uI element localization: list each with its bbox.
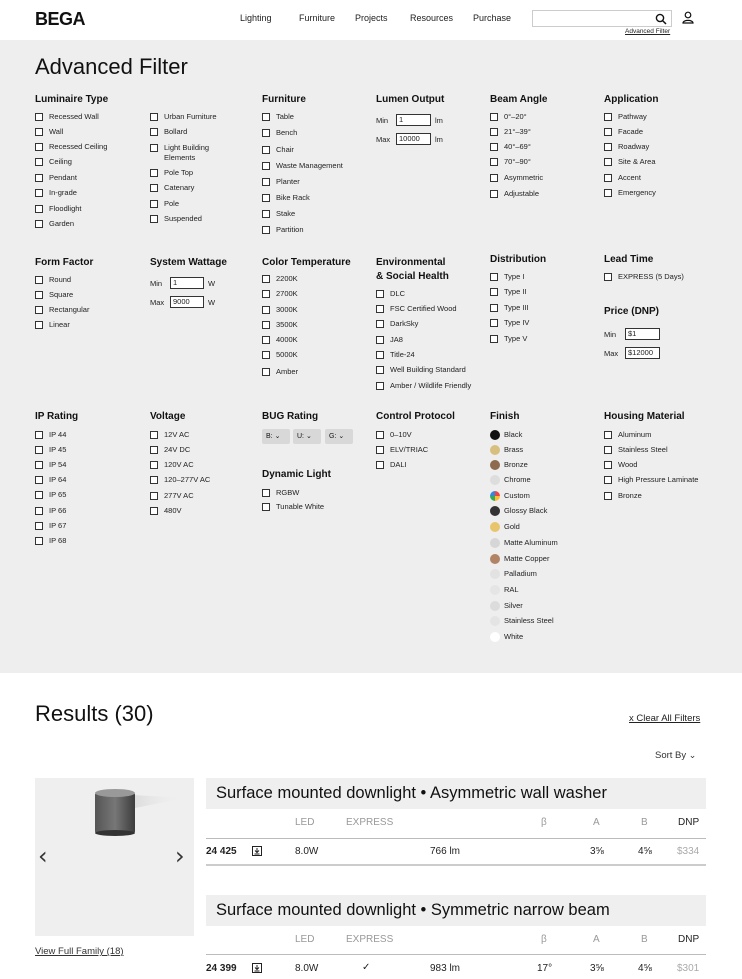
product-number[interactable]: 24 425	[206, 846, 237, 857]
nav-furniture[interactable]: Furniture	[299, 13, 336, 23]
swatch[interactable]	[490, 522, 500, 532]
search-input[interactable]	[532, 10, 672, 27]
checkbox[interactable]	[35, 491, 43, 499]
checkbox[interactable]	[262, 290, 270, 298]
checkbox[interactable]	[490, 143, 498, 151]
checkbox[interactable]	[490, 128, 498, 136]
checkbox[interactable]	[35, 189, 43, 197]
checkbox[interactable]	[262, 321, 270, 329]
advanced-filter-link[interactable]: Advanced Filter	[625, 28, 671, 35]
checkbox[interactable]	[376, 431, 384, 439]
chevron-left-icon[interactable]: ‹	[38, 842, 48, 870]
checkbox[interactable]	[150, 476, 158, 484]
checkbox[interactable]	[490, 319, 498, 327]
divider	[206, 954, 706, 955]
checkbox[interactable]	[262, 210, 270, 218]
chevron-right-icon[interactable]: ›	[175, 842, 185, 870]
checkbox[interactable]	[150, 184, 158, 192]
checkbox[interactable]	[35, 205, 43, 213]
checkbox[interactable]	[262, 489, 270, 497]
product-led: 8.0W	[295, 846, 319, 857]
checkbox[interactable]	[490, 158, 498, 166]
product-price: $334	[677, 846, 700, 857]
column-beta: β	[541, 817, 547, 828]
column-dnp: DNP	[678, 934, 700, 945]
filter-title: Advanced Filter	[35, 54, 188, 79]
checkbox[interactable]	[604, 461, 612, 469]
view-full-family-link[interactable]: View Full Family (18)	[35, 946, 124, 957]
column-b: B	[641, 817, 648, 828]
checkbox[interactable]	[262, 336, 270, 344]
checkbox[interactable]	[490, 288, 498, 296]
chevron-down-icon: ⌄	[305, 433, 312, 440]
checkbox[interactable]	[376, 366, 384, 374]
express-check-icon: ✓	[362, 962, 371, 973]
nav-resources[interactable]: Resources	[410, 13, 454, 23]
checkbox[interactable]	[150, 215, 158, 223]
checkbox[interactable]	[35, 276, 43, 284]
beam-angle-heading: Beam Angle	[490, 94, 548, 105]
swatch[interactable]	[490, 554, 500, 564]
lumen-min-input[interactable]: 1	[396, 114, 431, 126]
checkbox[interactable]	[150, 113, 158, 121]
product-price: $301	[677, 963, 700, 974]
checkbox[interactable]	[150, 200, 158, 208]
checkbox[interactable]	[376, 382, 384, 390]
luminaire-type-heading: Luminaire Type	[35, 94, 109, 105]
finish-heading: Finish	[490, 411, 520, 422]
product-title[interactable]: Surface mounted downlight • Symmetric narrow beam	[206, 895, 706, 926]
swatch[interactable]	[490, 445, 500, 455]
bug-g-select[interactable]: G: ⌄	[325, 429, 353, 444]
checkbox[interactable]	[150, 507, 158, 515]
swatch[interactable]	[490, 460, 500, 470]
checkbox[interactable]	[35, 522, 43, 530]
results-title: Results (30)	[35, 701, 154, 726]
checkbox[interactable]	[604, 143, 612, 151]
form-factor-heading: Form Factor	[35, 257, 94, 268]
swatch[interactable]	[490, 506, 500, 516]
checkbox[interactable]	[604, 476, 612, 484]
column-a: A	[593, 934, 600, 945]
checkbox[interactable]	[262, 306, 270, 314]
checkbox[interactable]	[150, 169, 158, 177]
checkbox[interactable]	[376, 305, 384, 313]
checkbox[interactable]	[262, 351, 270, 359]
checkbox[interactable]	[490, 273, 498, 281]
product-b: 4⅝	[638, 846, 652, 857]
checkbox[interactable]	[35, 220, 43, 228]
chevron-down-icon: ⌄	[274, 433, 281, 440]
checkbox[interactable]	[262, 275, 270, 283]
checkbox[interactable]	[490, 190, 498, 198]
checkbox[interactable]	[35, 446, 43, 454]
checkbox[interactable]	[262, 162, 270, 170]
column-led: LED	[295, 934, 315, 945]
checkbox[interactable]	[35, 476, 43, 484]
swatch[interactable]	[490, 601, 500, 611]
checkbox[interactable]	[604, 492, 612, 500]
product-beta: 17°	[537, 963, 553, 974]
product-image	[35, 778, 194, 936]
product-lumens: 766 lm	[430, 846, 461, 857]
column-express: EXPRESS	[346, 817, 394, 828]
checkbox[interactable]	[262, 194, 270, 202]
divider	[206, 864, 706, 866]
product-a: 3⅝	[590, 846, 604, 857]
checkbox[interactable]	[35, 291, 43, 299]
checkbox[interactable]	[376, 290, 384, 298]
checkbox[interactable]	[604, 446, 612, 454]
checkbox[interactable]	[604, 158, 612, 166]
checkbox[interactable]	[376, 351, 384, 359]
checkbox[interactable]	[35, 507, 43, 515]
checkbox[interactable]	[150, 431, 158, 439]
checkbox[interactable]	[150, 492, 158, 500]
checkbox[interactable]	[35, 461, 43, 469]
housing-material-heading: Housing Material	[604, 411, 685, 422]
ip-rating-heading: IP Rating	[35, 411, 79, 422]
application-heading: Application	[604, 94, 659, 105]
chevron-down-icon: ⌄	[338, 433, 345, 440]
swatch[interactable]	[490, 475, 500, 485]
checkbox[interactable]	[35, 128, 43, 136]
bug-u-select[interactable]: U: ⌄	[293, 429, 321, 444]
environmental-heading-line2: & Social Health	[376, 271, 449, 282]
dynamic-light-heading: Dynamic Light	[262, 469, 331, 480]
swatch[interactable]	[490, 538, 500, 548]
search-icon[interactable]	[655, 13, 667, 27]
checkbox[interactable]	[262, 503, 270, 511]
price-heading: Price (DNP)	[604, 306, 660, 317]
checkbox[interactable]	[35, 158, 43, 166]
product-image-carousel	[35, 778, 194, 936]
checkbox[interactable]	[490, 113, 498, 121]
checkbox[interactable]	[262, 178, 270, 186]
checkbox[interactable]	[262, 146, 270, 154]
clear-all-filters-link[interactable]: x Clear All Filters	[629, 713, 701, 724]
furniture-heading: Furniture	[262, 94, 306, 105]
checkbox[interactable]	[35, 113, 43, 121]
checkbox[interactable]	[150, 144, 158, 152]
checkbox[interactable]	[490, 304, 498, 312]
checkbox[interactable]	[150, 446, 158, 454]
distribution-heading: Distribution	[490, 254, 547, 265]
download-icon[interactable]	[252, 963, 262, 975]
bug-b-select[interactable]: B: ⌄	[262, 429, 290, 444]
swatch[interactable]	[490, 585, 500, 595]
bug-rating-heading: BUG Rating	[262, 411, 319, 422]
checkbox[interactable]	[376, 461, 384, 469]
checkbox[interactable]	[35, 174, 43, 182]
system-wattage-heading: System Wattage	[150, 257, 227, 268]
checkbox[interactable]	[490, 335, 498, 343]
checkbox[interactable]	[604, 189, 612, 197]
checkbox[interactable]	[376, 446, 384, 454]
wattage-max-input[interactable]: 9000	[170, 296, 204, 308]
checkbox[interactable]	[604, 113, 612, 121]
download-icon[interactable]	[252, 846, 262, 858]
nav-purchase[interactable]: Purchase	[473, 13, 512, 23]
checkbox[interactable]	[35, 321, 43, 329]
swatch[interactable]	[490, 491, 500, 501]
advanced-filter-panel: Advanced Filter Luminaire Type Recessed Wall Wall Recessed Ceiling Ceiling Pendant In-grade Floodlight Garden Urban Furniture Bollard Light Building Elements Pole Top Catenary Pole Suspended Furniture Table Bench Chair Waste Management Planter Bike Rack Stake Partition Lumen Output Min 1 lm Max 10000 lm Beam Angle 0°–20° 21°–39° 40°–69° 70°–90° Asymmetric Adjustable Application Pathway Facade Roadway Site & Area Accent Emergency Form Factor Round Square Rectangular Linear System Wattage Min 1 W Max 9000 W Color Temperature 2200K 2700K 3000K 3500K 4000K 5000K Amber Environmental & Social Health DLC FSC Certified Wood DarkSky JA8 Title-24 Well Building Standard Amber / Wildlife Friendly Distribution Type I Type II Type III Type IV Type V Lead Time EXPRESS (5 Days) Price (DNP) Min $1 Max $12000 IP Rating IP 44 IP 45 IP 54 IP 64 IP 65 IP 66 IP 67 IP 68 Voltage 12V AC 24V DC 120V AC 120–277V AC 277V AC 480V BUG Rating B: ⌄ U: ⌄ G: ⌄ Dynamic Light RGBW Tunable White Control Protocol 0–10V ELV/TRIAC DALI Finish Black Brass Bronze Chrome Custom Glossy Black Gold Matte Aluminum Matte Copper Palladium RAL Silver Stainless Steel White Housing Material Aluminum Stainless Steel Wood High Pressure Laminate Bronze	[0, 40, 742, 673]
site-header	[0, 0, 742, 40]
checkbox[interactable]	[376, 336, 384, 344]
checkbox[interactable]	[262, 129, 270, 137]
checkbox[interactable]	[604, 431, 612, 439]
product-lumens: 983 lm	[430, 963, 461, 974]
checkbox[interactable]	[35, 537, 43, 545]
checkbox[interactable]	[604, 128, 612, 136]
bega-logo[interactable]: BEGA	[35, 9, 86, 29]
control-protocol-heading: Control Protocol	[376, 411, 455, 422]
swatch[interactable]	[490, 569, 500, 579]
lumen-output-heading: Lumen Output	[376, 94, 445, 105]
checkbox[interactable]	[262, 113, 270, 121]
lumen-max-input[interactable]: 10000	[396, 133, 431, 145]
nav-projects[interactable]: Projects	[355, 13, 388, 23]
swatch[interactable]	[490, 632, 500, 642]
checkbox[interactable]	[262, 368, 270, 376]
checkbox[interactable]	[35, 431, 43, 439]
column-dnp: DNP	[678, 817, 700, 828]
divider	[206, 838, 706, 839]
swatch[interactable]	[490, 430, 500, 440]
sort-by-dropdown[interactable]: Sort By ⌄	[655, 750, 697, 761]
column-led: LED	[295, 817, 315, 828]
wattage-min-input[interactable]: 1	[170, 277, 204, 289]
checkbox[interactable]	[604, 174, 612, 182]
checkbox[interactable]	[35, 143, 43, 151]
column-beta: β	[541, 934, 547, 945]
voltage-heading: Voltage	[150, 411, 186, 422]
product-b: 4⅝	[638, 963, 652, 974]
checkbox[interactable]	[490, 174, 498, 182]
checkbox[interactable]	[262, 226, 270, 234]
product-a: 3⅝	[590, 963, 604, 974]
checkbox[interactable]	[35, 306, 43, 314]
product-number[interactable]: 24 399	[206, 963, 237, 974]
checkbox[interactable]	[150, 128, 158, 136]
checkbox[interactable]	[150, 461, 158, 469]
price-min-input[interactable]: $1	[625, 328, 660, 340]
column-a: A	[593, 817, 600, 828]
environmental-heading: Environmental	[376, 257, 446, 268]
nav-lighting[interactable]: Lighting	[240, 13, 272, 23]
checkbox[interactable]	[604, 273, 612, 281]
color-temperature-heading: Color Temperature	[262, 257, 351, 268]
product-led: 8.0W	[295, 963, 319, 974]
checkbox[interactable]	[376, 320, 384, 328]
column-b: B	[641, 934, 648, 945]
chevron-down-icon: ⌄	[688, 750, 697, 760]
price-max-input[interactable]: $12000	[625, 347, 660, 359]
lead-time-heading: Lead Time	[604, 254, 654, 265]
swatch[interactable]	[490, 616, 500, 626]
user-icon[interactable]	[682, 11, 694, 26]
column-express: EXPRESS	[346, 934, 394, 945]
product-title[interactable]: Surface mounted downlight • Asymmetric wall washer	[206, 778, 706, 809]
